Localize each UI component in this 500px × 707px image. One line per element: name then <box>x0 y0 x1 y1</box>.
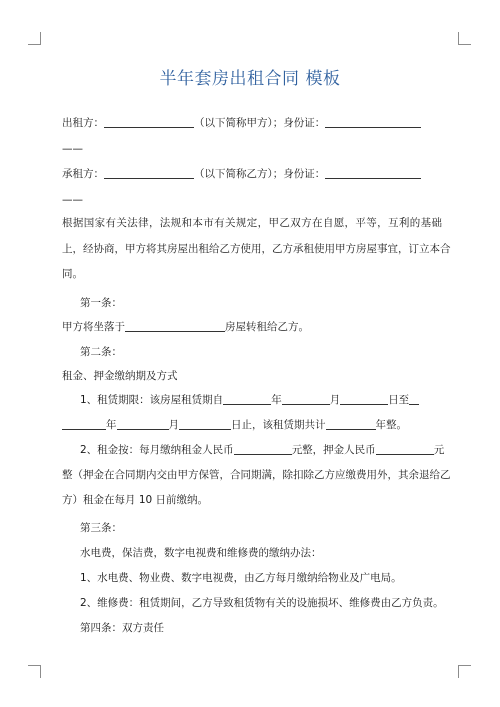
article-2-heading: 第二条： <box>80 346 122 358</box>
start-month-unit: 月 <box>329 394 341 406</box>
document-title: 半年套房出租合同 模板 <box>159 69 341 89</box>
article-1-heading: 第一条： <box>80 297 122 309</box>
property-location-blank <box>125 320 225 332</box>
end-year-blank <box>62 418 106 430</box>
rent-deposit-text: 元整，押金人民币 <box>291 444 376 456</box>
crop-mark-bottom-right <box>458 665 471 678</box>
lessor-mid-text: （以下简称甲方）；身份证： <box>194 117 326 129</box>
end-day-text: 日止，该租赁期共计 <box>231 419 326 431</box>
article-3-subheading: 水电费，保洁费，数字电视费和维修费的缴纳办法： <box>80 547 322 559</box>
lease-term-line-1 <box>80 393 442 407</box>
intro-line-2: 上，经协商，甲方将其房屋出租给乙方使用，乙方承租使用甲方房屋事宜，订立本合 <box>62 243 451 255</box>
start-day-to: 日至 <box>388 394 410 406</box>
article-1-body <box>62 320 442 334</box>
deposit-amount-blank <box>376 443 434 455</box>
end-month-blank <box>117 418 169 430</box>
start-day-blank <box>340 393 388 405</box>
rent-unit-yuan: 元 <box>433 444 445 456</box>
end-day-blank <box>179 418 231 430</box>
rent-line-1 <box>80 443 445 457</box>
article-1-suffix: 房屋转租给乙方。 <box>225 321 309 333</box>
crop-mark-top-left <box>28 32 41 45</box>
end-month-unit: 月 <box>168 419 179 431</box>
article-3-item-1: 1、水电费、物业费、数字电视费，由乙方每月缴纳给物业及广电局。 <box>80 572 402 584</box>
lessee-id-blank <box>325 167 421 179</box>
lessor-line <box>62 116 442 130</box>
lessor-name-blank <box>104 116 194 128</box>
end-year-blank-start <box>409 393 419 405</box>
lessee-line <box>62 167 442 181</box>
intro-line-1: 根据国家有关法律，法规和本市有关规定，甲乙双方在自愿，平等，互利的基础 <box>62 217 442 229</box>
article-1-prefix: 甲方将坐落于 <box>62 321 125 333</box>
article-3-heading: 第三条： <box>80 522 122 534</box>
lessee-tail: —— <box>62 194 83 206</box>
article-4-heading: 第四条：双方责任 <box>80 622 164 634</box>
crop-mark-bottom-left <box>28 665 41 678</box>
article-2-subheading: 租金、押金缴纳期及方式 <box>62 370 178 382</box>
lessor-tail: —— <box>62 143 83 155</box>
rent-label: 2、租金按：每月缴纳租金人民币 <box>80 444 234 456</box>
article-3-item-2: 2、维修费：租赁期间，乙方导致租赁物有关的设施损坏、维修费由乙方负责。 <box>80 597 444 609</box>
start-month-blank <box>282 393 330 405</box>
intro-line-3: 同。 <box>62 268 83 280</box>
lease-years-unit: 年整。 <box>375 419 407 431</box>
start-year-unit: 年 <box>271 394 282 406</box>
lease-term-label: 1、租赁期限：该房屋租赁期自 <box>80 394 224 406</box>
crop-mark-top-right <box>458 32 471 45</box>
lessor-id-blank <box>325 116 421 128</box>
start-year-blank <box>223 393 271 405</box>
rent-line-2: 整（押金在合同期内交由甲方保管，合同期满，除扣除乙方应缴费用外，其余退给乙 <box>62 469 451 481</box>
lessee-label: 承租方： <box>62 168 104 180</box>
lessee-mid-text: （以下简称乙方）；身份证： <box>194 168 326 180</box>
lessor-label: 出租方： <box>62 117 104 129</box>
lessee-name-blank <box>104 167 194 179</box>
end-year-unit: 年 <box>106 419 117 431</box>
lease-years-blank <box>326 418 376 430</box>
lease-term-line-2 <box>62 418 442 432</box>
monthly-rent-blank <box>234 443 292 455</box>
rent-line-3: 方）租金在每月 10 日前缴纳。 <box>62 494 209 506</box>
